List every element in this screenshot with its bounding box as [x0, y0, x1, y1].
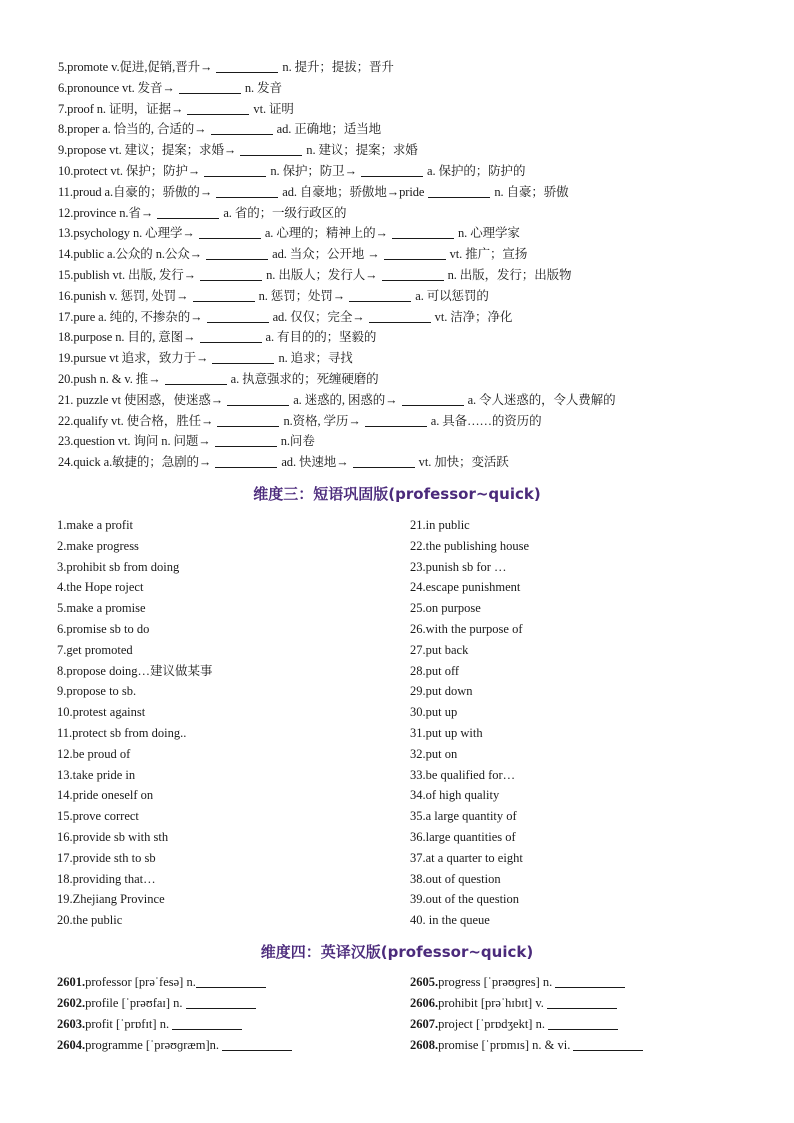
translation-item [410, 972, 740, 993]
vocab-text: ad. 快速地→ [278, 455, 352, 470]
answer-blank[interactable] [186, 996, 256, 1009]
vocab-text: a. 迷惑的, 困惑的→ [290, 392, 401, 407]
vocab-text: 21. puzzle vt 使困惑，使迷惑→ [58, 392, 227, 407]
answer-blank[interactable] [548, 1017, 618, 1030]
translation-column-left [57, 972, 387, 1056]
word-entry: project [ˈprɒdʒekt] n. [438, 1017, 549, 1031]
vocab-text: n. 建议；提案；求婚 [303, 143, 418, 158]
vocab-text: 17.pure a. 纯的, 不掺杂的→ [58, 309, 206, 324]
phrase-item: 2.make progress [57, 538, 139, 553]
item-number: 2606. [410, 996, 439, 1010]
vocab-text: n.问卷 [277, 434, 315, 449]
phrase-item: 30.put up [410, 705, 458, 720]
phrase-item: 19.Zhejiang Province [57, 892, 165, 907]
answer-blank[interactable] [212, 351, 274, 364]
answer-blank[interactable] [384, 247, 446, 260]
answer-blank[interactable] [211, 122, 273, 135]
vocab-text: n.资格, 学历→ [280, 413, 364, 428]
vocab-line [58, 182, 758, 203]
phrase-item: 25.on purpose [410, 601, 481, 616]
vocab-text: a. 具备……的资历的 [427, 413, 542, 428]
word-entry: profile [ˈprəʊfaɪ] n. [85, 996, 186, 1010]
vocab-line [58, 411, 758, 432]
vocab-text: n. 惩罚；处罚→ [255, 288, 349, 303]
vocab-text: a. 可以惩罚的 [412, 288, 489, 303]
vocab-text: n. 自豪；骄傲 [491, 184, 569, 199]
section-title-translation: 维度四：英译汉版(professor~quick) [260, 943, 534, 961]
phrase-item: 6.promise sb to do [57, 621, 150, 636]
phrase-item: 39.out of the question [410, 892, 520, 907]
translation-item [57, 972, 387, 993]
answer-blank[interactable] [353, 455, 415, 468]
vocab-text: 6.pronounce vt. 发音→ [58, 80, 178, 95]
answer-blank[interactable] [204, 164, 266, 177]
answer-blank[interactable] [227, 393, 289, 406]
vocab-text: n. 发音 [241, 80, 282, 95]
vocab-text: n. 心理学家 [454, 226, 520, 241]
phrase-item: 28.put off [410, 663, 460, 678]
vocab-text: n. 出版，发行；出版物 [444, 267, 572, 282]
answer-blank[interactable] [200, 268, 262, 281]
vocab-line [58, 369, 758, 390]
vocab-text: vt. 洁净；净化 [431, 309, 513, 324]
vocab-text: a. 令人迷惑的，令人费解的 [464, 392, 616, 407]
answer-blank[interactable] [217, 414, 279, 427]
answer-blank[interactable] [172, 1017, 242, 1030]
item-number: 2603. [57, 1017, 86, 1031]
vocab-text: vt. 推广；宣扬 [446, 247, 528, 262]
phrase-item: 32.put on [410, 746, 458, 761]
vocab-text: n. 出版人；发行人→ [263, 267, 381, 282]
answer-blank[interactable] [215, 455, 277, 468]
vocab-line [58, 265, 758, 286]
phrase-item: 24.escape punishment [410, 580, 521, 595]
answer-blank[interactable] [240, 143, 302, 156]
phrase-item: 27.put back [410, 642, 469, 657]
phrase-item: 15.prove correct [57, 809, 139, 824]
phrase-item: 29.put down [410, 684, 473, 699]
phrase-item: 16.provide sb with sth [57, 829, 169, 844]
answer-blank[interactable] [361, 164, 423, 177]
vocab-text: n. 提升；提拔；晋升 [279, 60, 394, 74]
vocab-text: a. 保护的；防护的 [424, 163, 526, 178]
phrase-column-left [57, 515, 387, 931]
vocab-text: 24.quick a.敏捷的；急剧的→ [58, 455, 215, 470]
phrase-item: 23.punish sb for … [410, 559, 507, 574]
phrase-item: 38.out of question [410, 871, 501, 886]
vocab-line [58, 327, 758, 348]
answer-blank[interactable] [555, 975, 625, 988]
answer-blank[interactable] [222, 1038, 292, 1051]
vocab-text: n. 追求；寻找 [275, 351, 353, 366]
vocab-text: 9.propose vt. 建议；提案；求婚→ [58, 143, 240, 158]
vocab-text: 19.pursue vt 追求，致力于→ [58, 351, 212, 366]
vocab-line [58, 203, 758, 224]
phrase-item: 5.make a promise [57, 601, 146, 616]
vocab-text: 7.proof n. 证明，证据→ [58, 101, 187, 116]
phrase-item: 18.providing that… [57, 871, 156, 886]
vocab-text: vt. 证明 [250, 101, 294, 116]
answer-blank[interactable] [349, 289, 411, 302]
item-number: 2602. [57, 996, 86, 1010]
vocab-text: ad. 正确地；适当地 [273, 122, 382, 137]
phrase-item: 33.be qualified for… [410, 767, 516, 782]
phrase-item: 37.at a quarter to eight [410, 850, 523, 865]
phrase-item: 1.make a profit [57, 518, 134, 532]
vocab-text: 18.purpose n. 目的, 意图→ [58, 330, 199, 345]
answer-blank[interactable] [193, 289, 255, 302]
phrase-item: 4.the Hope roject [57, 580, 144, 595]
vocab-text: n. 保护；防卫→ [267, 163, 361, 178]
translation-item [57, 1014, 387, 1035]
answer-blank[interactable] [216, 60, 278, 73]
answer-blank[interactable] [216, 185, 278, 198]
answer-blank[interactable] [392, 226, 454, 239]
phrase-item: 9.propose to sb. [57, 684, 137, 699]
phrase-item: 7.get promoted [57, 642, 133, 657]
word-entry: professor [prəˈfesə] n. [85, 975, 196, 989]
answer-blank[interactable] [369, 310, 431, 323]
phrase-item: 26.with the purpose of [410, 621, 523, 636]
answer-blank[interactable] [428, 185, 490, 198]
translation-item [410, 1014, 740, 1035]
vocab-text: a. 省的；一级行政区的 [220, 205, 347, 220]
phrase-item: 17.provide sth to sb [57, 850, 156, 865]
vocab-line [58, 78, 758, 99]
vocab-line [58, 223, 758, 244]
vocab-text: a. 有目的的；坚毅的 [262, 330, 377, 345]
translation-column-right [410, 972, 740, 1056]
answer-blank[interactable] [215, 434, 277, 447]
phrase-item: 10.protest against [57, 705, 146, 720]
phrase-item: 13.take pride in [57, 767, 136, 782]
phrase-item: 31.put up with [410, 725, 483, 740]
vocab-text: 14.public a.公众的 n.公众→ [58, 247, 206, 262]
vocab-text: 22.qualify vt. 使合格，胜任→ [58, 413, 217, 428]
answer-blank[interactable] [200, 330, 262, 343]
vocab-text: 15.publish vt. 出版, 发行→ [58, 267, 200, 282]
phrase-item: 35.a large quantity of [410, 809, 517, 824]
vocab-text: ad. 自豪地；骄傲地→pride [279, 184, 428, 199]
vocab-line [58, 57, 758, 78]
phrase-item: 3.prohibit sb from doing [57, 559, 180, 574]
word-entry: progress [ˈprəʊɡres] n. [438, 975, 556, 989]
answer-blank[interactable] [157, 206, 219, 219]
phrase-item: 36.large quantities of [410, 829, 516, 844]
vocab-text: 8.proper a. 恰当的, 合适的→ [58, 122, 210, 137]
vocab-text: ad. 仅仅；完全→ [269, 309, 368, 324]
phrase-item: 40. in the queue [410, 913, 490, 928]
answer-blank[interactable] [179, 81, 241, 94]
vocab-text: vt. 加快；变活跃 [415, 455, 509, 470]
vocab-line [58, 307, 758, 328]
vocab-line [58, 348, 758, 369]
word-entry: programme [ˈprəʊɡræm]n. [85, 1038, 223, 1052]
vocab-text: a. 执意强求的；死缠硬磨的 [227, 371, 379, 386]
answer-blank[interactable] [573, 1038, 643, 1051]
vocab-text: 10.protect vt. 保护；防护→ [58, 163, 204, 178]
translation-item [57, 993, 387, 1014]
phrase-item: 11.protect sb from doing.. [57, 725, 187, 740]
vocab-text: a. 心理的；精神上的→ [261, 226, 391, 241]
phrase-item: 14.pride oneself on [57, 788, 154, 803]
word-entry: prohibit [prəˈhɪbɪt] v. [438, 996, 548, 1010]
answer-blank[interactable] [206, 247, 268, 260]
vocabulary-derivation-list [58, 57, 758, 473]
phrase-item: 22.the publishing house [410, 538, 530, 553]
phrase-item: 8.propose doing…建议做某事 [57, 663, 213, 678]
answer-blank[interactable] [196, 975, 266, 988]
vocab-text: ad. 当众；公开地 → [269, 247, 383, 262]
phrase-item: 12.be proud of [57, 746, 131, 761]
translation-item [410, 993, 740, 1014]
vocab-line [58, 390, 758, 411]
vocab-line [58, 431, 758, 452]
vocab-line [58, 119, 758, 140]
vocab-line [58, 140, 758, 161]
vocab-text: 12.province n.省→ [58, 205, 157, 220]
answer-blank[interactable] [365, 414, 427, 427]
vocab-line [58, 161, 758, 182]
item-number: 2601. [57, 975, 86, 989]
phrase-item: 20.the public [57, 913, 123, 928]
answer-blank[interactable] [199, 226, 261, 239]
translation-item [410, 1035, 740, 1056]
translation-item [57, 1035, 387, 1056]
item-number: 2608. [410, 1038, 439, 1052]
phrase-item: 21.in public [410, 518, 470, 532]
vocab-line [58, 99, 758, 120]
vocab-line [58, 452, 758, 473]
vocab-text: 5.promote v.促进,促销,晋升→ [58, 60, 216, 74]
answer-blank[interactable] [187, 102, 249, 115]
section-title-phrases: 维度三：短语巩固版(professor~quick) [253, 485, 541, 503]
item-number: 2607. [410, 1017, 439, 1031]
answer-blank[interactable] [547, 996, 617, 1009]
vocab-line [58, 244, 758, 265]
vocab-text: 13.psychology n. 心理学→ [58, 226, 198, 241]
vocab-text: 16.punish v. 惩罚, 处罚→ [58, 288, 192, 303]
vocab-text: 20.push n. & v. 推→ [58, 371, 164, 386]
item-number: 2604. [57, 1038, 86, 1052]
vocab-line [58, 286, 758, 307]
answer-blank[interactable] [402, 393, 464, 406]
word-entry: profit [ˈprɒfɪt] n. [85, 1017, 173, 1031]
vocab-text: 23.question vt. 询问 n. 问题→ [58, 434, 214, 449]
answer-blank[interactable] [382, 268, 444, 281]
item-number: 2605. [410, 975, 439, 989]
answer-blank[interactable] [207, 310, 269, 323]
phrase-column-right [410, 515, 740, 931]
word-entry: promise [ˈprɒmɪs] n. & vi. [438, 1038, 574, 1052]
vocab-text: 11.proud a.自豪的；骄傲的→ [58, 184, 216, 199]
answer-blank[interactable] [165, 372, 227, 385]
phrase-item: 34.of high quality [410, 788, 500, 803]
